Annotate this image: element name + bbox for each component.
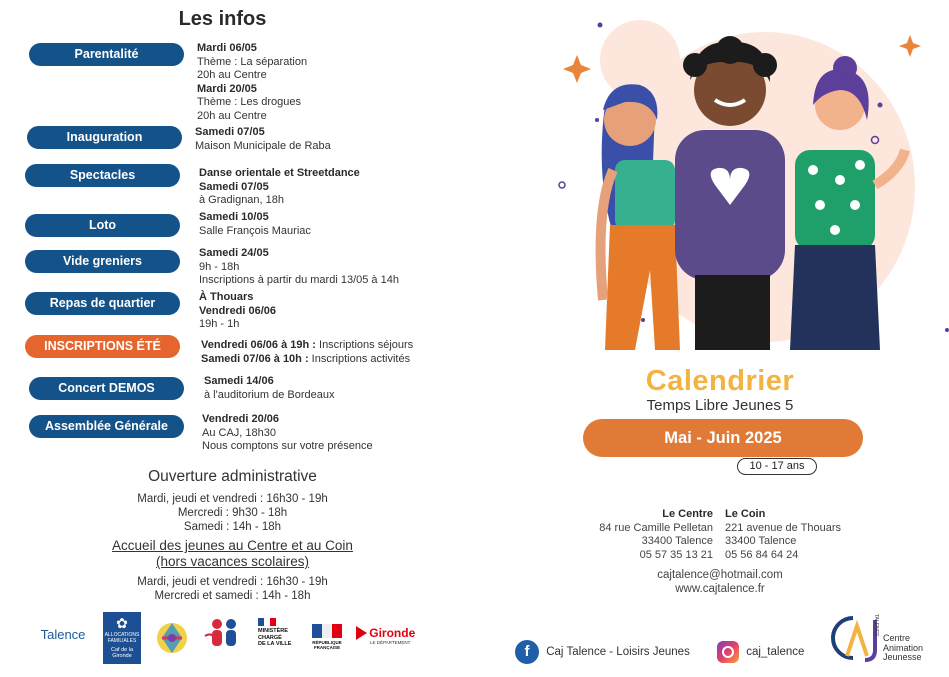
event-line-bold: Vendredi 06/06 à 19h : bbox=[201, 339, 316, 351]
event-line: 9h - 18h bbox=[199, 260, 240, 273]
website-link[interactable]: www.cajtalence.fr bbox=[675, 583, 765, 595]
caj-logo-line: Centre bbox=[883, 633, 911, 643]
event-line: Danse orientale et Streetdance bbox=[199, 167, 360, 179]
event-line-bold: Samedi 07/06 à 10h : bbox=[201, 352, 309, 365]
caj-logo bbox=[825, 612, 935, 668]
caf-logo-text: ALLOCATIONS FAMILIALES bbox=[104, 632, 140, 644]
event-line: Samedi 10/05 bbox=[199, 211, 269, 223]
caf-logo-subtext: Caf de la Gironde bbox=[110, 647, 133, 659]
event-line-text: Inscriptions activités bbox=[308, 352, 411, 365]
caf-logo bbox=[103, 612, 141, 664]
event-line: 20h au Centre bbox=[197, 69, 267, 81]
talence-logo-text: Talence bbox=[40, 627, 86, 642]
event-line: Thème : Les drogues bbox=[197, 96, 301, 108]
family-network-logo bbox=[203, 612, 247, 656]
accueil-subtitle: (hors vacances scolaires) bbox=[155, 554, 310, 569]
caj-logo-line: Animation bbox=[883, 642, 924, 653]
event-details-inscriptions-ete bbox=[201, 339, 413, 366]
event-line: À Thouars bbox=[199, 291, 254, 303]
republique-logo bbox=[305, 624, 349, 650]
address-line: 221 avenue de Thouars bbox=[725, 521, 841, 534]
gironde-subtext: LE DÉPARTEMENT bbox=[370, 640, 411, 645]
address-phone: 05 56 84 64 24 bbox=[725, 548, 799, 561]
event-line: 19h - 1h bbox=[199, 318, 240, 330]
pill-inauguration: Inauguration bbox=[27, 126, 182, 149]
facebook-icon: f bbox=[515, 640, 539, 664]
pill-parentalite: Parentalité bbox=[29, 43, 184, 66]
reseau-parents-logo bbox=[152, 614, 192, 658]
instagram-icon bbox=[717, 641, 739, 663]
gironde-arrow-icon bbox=[356, 626, 367, 640]
event-details-concert-demos bbox=[204, 375, 335, 402]
gironde-logo bbox=[356, 626, 426, 645]
admin-hours-line: Mardi, jeudi et vendredi : 16h30 - 19h bbox=[137, 493, 328, 505]
address-phone: 05 57 35 13 21 bbox=[639, 548, 713, 561]
teenagers-illustration bbox=[555, 10, 949, 360]
event-line: Vendredi 06/06 bbox=[199, 304, 277, 317]
accueil-hours-line: Mercredi et samedi : 14h - 18h bbox=[154, 590, 311, 602]
cover-panel bbox=[475, 0, 949, 677]
email-link[interactable]: cajtalence@hotmail.com bbox=[657, 569, 783, 581]
french-flag-icon bbox=[312, 624, 342, 638]
event-line bbox=[201, 339, 413, 353]
event-line: Mardi 20/05 bbox=[197, 82, 257, 95]
facebook-label: Caj Talence - Loisirs Jeunes bbox=[546, 646, 690, 658]
republique-text: RÉPUBLIQUE FRANÇAISE bbox=[312, 640, 342, 650]
pill-inscriptions-ete: INSCRIPTIONS ÉTÉ bbox=[25, 335, 180, 358]
caj-logo-side: TALENCE bbox=[873, 614, 879, 637]
event-line: à Gradignan, 18h bbox=[199, 194, 285, 206]
event-details-loto bbox=[199, 211, 311, 238]
admin-hours-line: Mercredi : 9h30 - 18h bbox=[177, 507, 288, 519]
calendar-subtitle: Temps Libre Jeunes 5 bbox=[646, 397, 794, 414]
ministere-text: CHARGÉ bbox=[258, 634, 282, 641]
event-line: Samedi 07/05 bbox=[195, 126, 265, 138]
caj-logo-line: Jeunesse bbox=[883, 652, 922, 662]
event-details-spectacles bbox=[199, 167, 360, 208]
address-line: 84 rue Camille Pelletan bbox=[599, 521, 713, 534]
event-line bbox=[201, 353, 413, 367]
event-line: Samedi 14/06 bbox=[204, 375, 274, 387]
ministere-text: DE LA VILLE bbox=[258, 641, 292, 647]
event-line: Salle François Mauriac bbox=[199, 224, 311, 237]
event-line: Nous comptons sur votre présence bbox=[202, 440, 373, 452]
pill-repas-quartier: Repas de quartier bbox=[25, 292, 180, 315]
event-line: Inscriptions à partir du mardi 13/05 à 14h bbox=[199, 274, 399, 286]
accueil-title: Accueil des jeunes au Centre et au Coin bbox=[112, 538, 353, 553]
event-details-assemblee bbox=[202, 413, 373, 454]
talence-logo bbox=[34, 627, 92, 642]
address-line: 33400 Talence bbox=[641, 535, 713, 547]
event-line-text: Inscriptions séjours bbox=[315, 339, 414, 351]
event-details-inauguration bbox=[195, 126, 331, 153]
address-name: Le Coin bbox=[725, 508, 766, 520]
event-line: Thème : La séparation bbox=[197, 55, 308, 68]
pill-spectacles: Spectacles bbox=[25, 164, 180, 187]
event-line: Maison Municipale de Raba bbox=[195, 139, 331, 152]
event-line: à l'auditorium de Bordeaux bbox=[204, 388, 335, 401]
address-name: Le Centre bbox=[662, 508, 713, 520]
ministere-text: MINISTÈRE bbox=[258, 628, 288, 634]
caf-icon: ✿ bbox=[116, 615, 128, 631]
pill-loto: Loto bbox=[25, 214, 180, 237]
page-title: Les infos bbox=[178, 8, 267, 30]
pill-assemblee-generale: Assemblée Générale bbox=[29, 415, 184, 438]
caj-logo-text bbox=[883, 634, 923, 663]
french-flag-icon bbox=[258, 618, 276, 626]
event-details-repas-quartier bbox=[199, 291, 276, 332]
date-range-badge: Mai - Juin 2025 bbox=[583, 419, 863, 457]
event-line: Au CAJ, 18h30 bbox=[202, 426, 276, 439]
address-coin bbox=[725, 508, 841, 562]
pill-concert-demos: Concert DEMOS bbox=[29, 377, 184, 400]
accueil-hours-line: Mardi, jeudi et vendredi : 16h30 - 19h bbox=[137, 576, 328, 588]
facebook-link[interactable] bbox=[515, 640, 690, 664]
event-line: Samedi 24/05 bbox=[199, 247, 269, 259]
event-details-parentalite bbox=[197, 42, 307, 123]
event-line: 20h au Centre bbox=[197, 109, 267, 122]
age-badge: 10 - 17 ans bbox=[737, 458, 817, 475]
event-line: Vendredi 20/06 bbox=[202, 413, 280, 425]
instagram-link[interactable] bbox=[717, 641, 804, 663]
admin-hours-title: Ouverture administrative bbox=[148, 468, 317, 485]
gironde-text: Gironde bbox=[369, 626, 416, 640]
address-centre bbox=[583, 508, 713, 562]
calendar-title: Calendrier bbox=[645, 365, 795, 397]
event-details-vide-greniers bbox=[199, 247, 399, 288]
admin-hours-line: Samedi : 14h - 18h bbox=[183, 521, 282, 533]
pill-vide-greniers: Vide greniers bbox=[25, 250, 180, 273]
address-line: 33400 Talence bbox=[725, 535, 797, 547]
event-line: Samedi 07/05 bbox=[199, 180, 269, 193]
ministere-logo bbox=[258, 618, 294, 648]
instagram-label: caj_talence bbox=[746, 646, 805, 658]
event-line: Mardi 06/05 bbox=[197, 42, 257, 54]
